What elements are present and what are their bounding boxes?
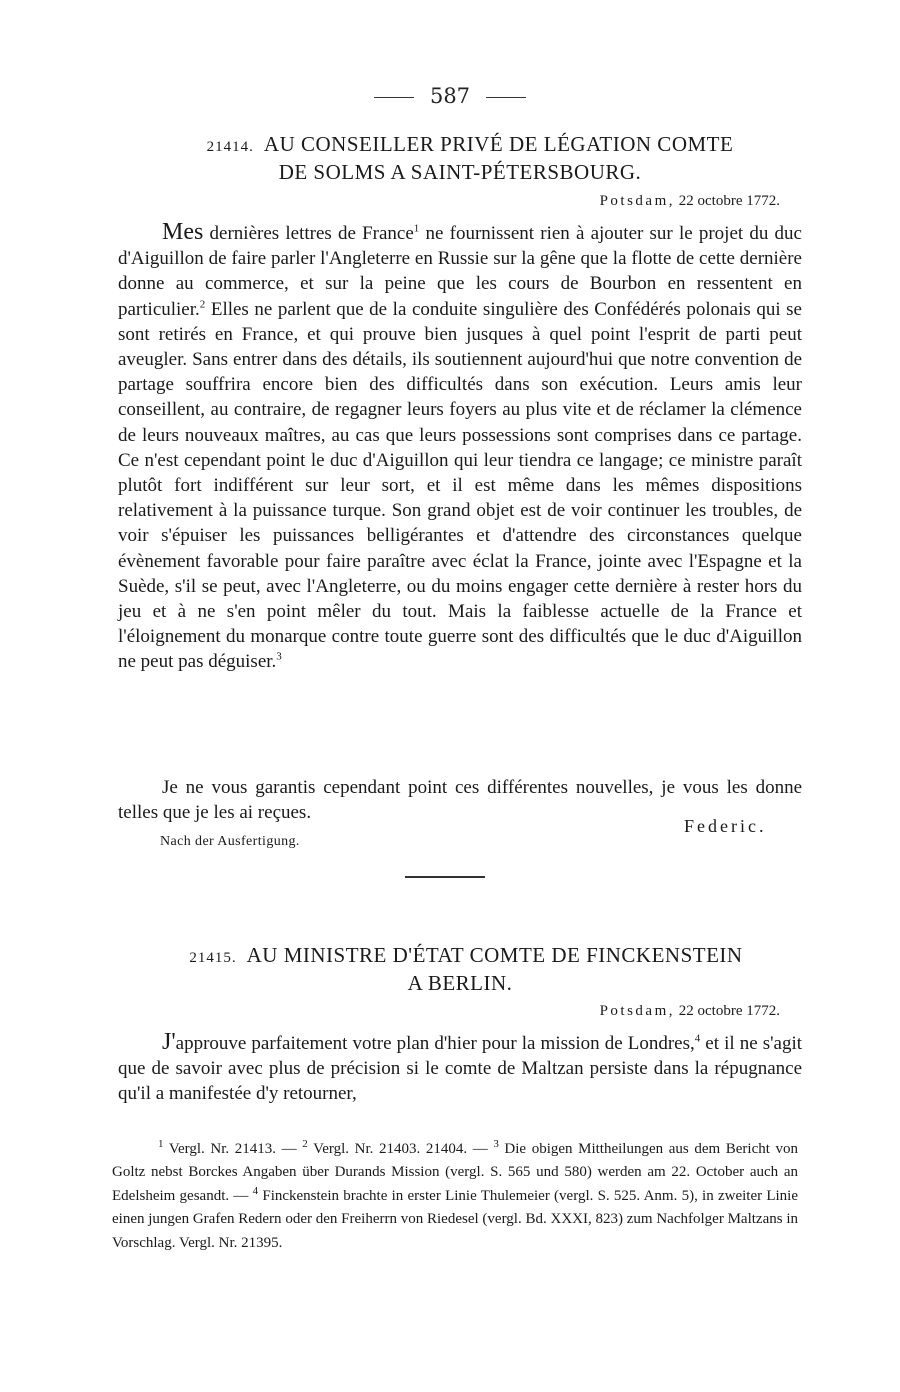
- letter2-initial: J': [162, 1029, 176, 1055]
- footnote-1-marker: 1: [158, 1138, 164, 1150]
- footnote-3: Die obigen Mittheilungen aus dem Bericht von Goltz nebst Borckes Angaben über Durands Mission (vergl. S. 565 und 580) werden am 22. October auch an Edelsheim gesandt. —: [112, 1141, 799, 1204]
- letter1-dateline: [400, 193, 780, 210]
- footnote-1: Vergl. Nr. 21413. —: [163, 1141, 303, 1157]
- letter1-signature: Federic.: [684, 816, 767, 836]
- letter1-paragraph-1: Mes dernières lettres de France$^1$ ne fournissent rien à ajouter sur le projet du duc d'Aiguillon de faire parler l'Angleterre en Russie sur la gêne que la flotte de cette dernière donne au commerce, et sur la peine que les cours de Bourbon en ressentent en particulier.$^2$ Elles ne parlent que de la conduite singulière des Confédérés polonais qui se sont retirés en France, et qui prouve bien jusques à quel point l'esprit de parti peut aveugler. Sans entrer dans des détails, ils soutiennent aujourd'hui que notre convention de partage souffrira encore bien des difficultés dans son exécution. Leurs amis leur conseillent, au contraire, de regagner leurs foyers au plus vite et de réclamer la clémence de leurs nouveaux maîtres, au cas que leurs possessions sont comprises dans ce partage. Ce n'est cependant point le duc d'Aiguillon qui leur tiendra ce langage; ce ministre paraît plutôt fort indifférent sur leur sort, et il est même dans les mêmes dispositions relativement à la puissance turque. Son grand objet est de voir continuer les troubles, de voir s'épuiser les puissances belligérantes et d'attendre des circonstances quelque évènement favorable pour faire paraître avec éclat la France, jointe avec l'Espagne et la Suède, s'il se peut, avec l'Angleterre, ou du moins engager cette dernière à rester hors du jeu et à ne s'en point mêler du tout. Mais la faiblesse actuelle de la France et l'éloignement du monarque contre toute guerre sont des difficultés que le duc d'Aiguillon ne peut pas déguiser.$^3$: [118, 219, 802, 673]
- letter1-date: 22 octobre 1772.: [678, 193, 780, 209]
- letter1-source-note: Nach der Ausfertigung.: [160, 834, 300, 849]
- footnote-ref-3: 3: [276, 651, 282, 664]
- letter1-initial-word: Mes: [162, 219, 204, 245]
- footnote-4: Finckenstein brachte in erster Linie Thulemeier (vergl. S. 525. Anm. 5), in zweiter Linie einen jungen Grafen Redern oder den Freiherrn von Riedesel (vergl. Bd. XXXI, 823) zum Nachfolger Maltzans in Vorschlag. Vergl. Nr. 21395.: [112, 1187, 798, 1251]
- footnote-ref-2: 2: [199, 298, 206, 311]
- footnote-2-marker: 2: [302, 1138, 308, 1150]
- footnotes: [112, 1138, 798, 1255]
- letter2-paragraph: J'approuve parfaitement votre plan d'hier pour la mission de Londres,$^4$ et il ne s'agit que de savoir avec plus de précision si le comte de Maltzan persiste dans la répugnance qu'il a manifestée d'y retourner,: [118, 1029, 803, 1105]
- letter2-date-place: Potsdam,: [599, 1003, 676, 1019]
- page-number: 587: [0, 84, 900, 108]
- page-number-rule-left: [374, 97, 414, 98]
- page-number-rule-right: [486, 97, 526, 98]
- letter1-paragraph-2: Je ne vous garantis cependant point ces différentes nouvelles, je vous les donne telles que je les ai reçues.: [118, 777, 802, 824]
- letter2-number: 21415.: [189, 950, 237, 966]
- letter1-heading-line1: 21414. AU CONSEILLER PRIVÉ DE LÉGATION COMTE: [206, 132, 734, 156]
- letter1-number: 21414.: [206, 139, 254, 155]
- letter2-heading-line2: A BERLIN.: [407, 971, 513, 995]
- letter2-dateline: [400, 1003, 780, 1020]
- footnote-ref-1: 1: [413, 222, 420, 235]
- footnote-4-marker: 4: [252, 1184, 259, 1197]
- section-separator: [405, 876, 485, 878]
- letter1-date-place: Potsdam,: [599, 193, 676, 209]
- letter2-date: 22 octobre 1772.: [678, 1003, 780, 1019]
- footnote-3-marker: 3: [493, 1138, 499, 1150]
- letter1-heading-line2: DE SOLMS A SAINT-PÉTERSBOURG.: [278, 160, 642, 184]
- footnote-2: Vergl. Nr. 21403. 21404. —: [307, 1141, 494, 1157]
- letter2-heading-line1: 21415. AU MINISTRE D'ÉTAT COMTE DE FINCKENSTEIN: [189, 943, 743, 967]
- letter2-heading: [120, 943, 800, 996]
- letter1-heading: [120, 132, 800, 185]
- footnote-ref-4: 4: [694, 1032, 701, 1045]
